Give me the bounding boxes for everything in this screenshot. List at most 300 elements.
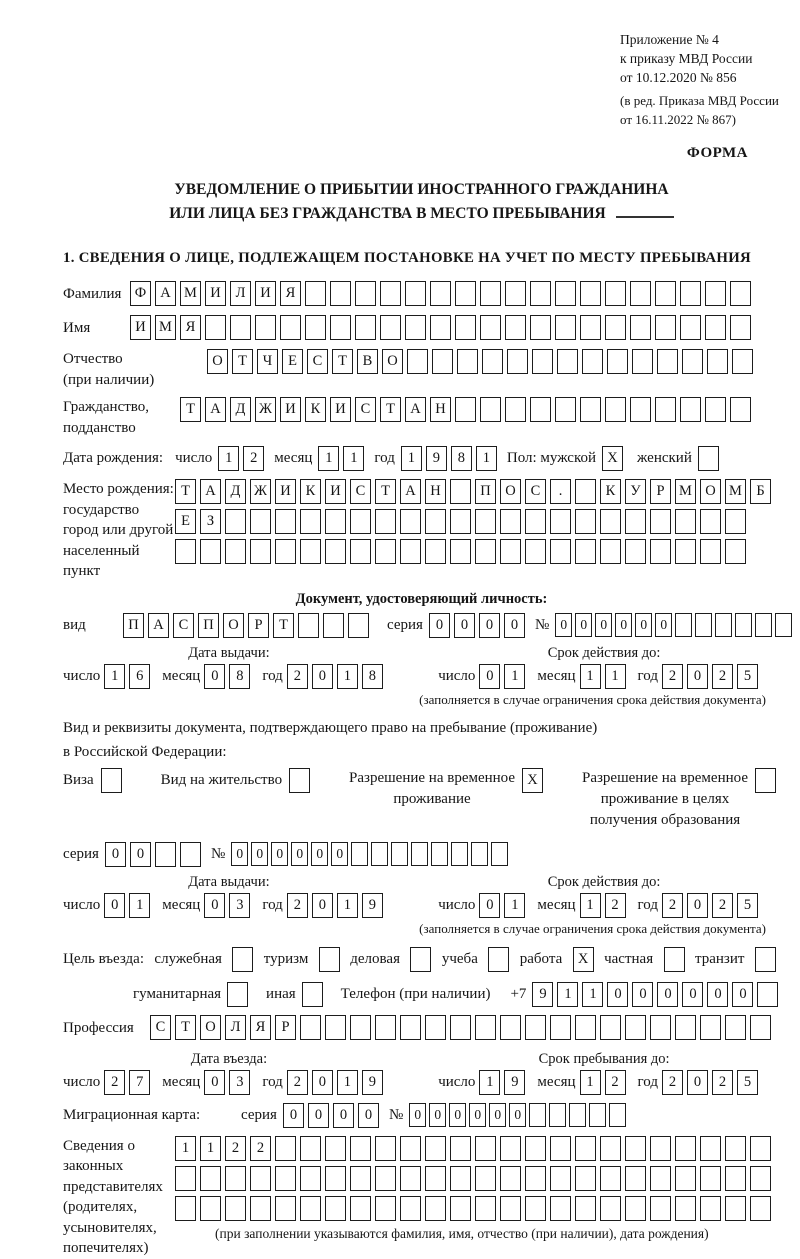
char-cell[interactable] — [455, 397, 476, 422]
char-cell[interactable] — [175, 1196, 196, 1221]
char-cell[interactable] — [305, 315, 326, 340]
char-cell[interactable] — [250, 1196, 271, 1221]
char-cell[interactable] — [298, 613, 319, 638]
char-cell[interactable]: 0 — [429, 613, 450, 638]
char-cell[interactable]: 0 — [632, 982, 653, 1007]
char-cell[interactable] — [600, 539, 621, 564]
char-cell[interactable] — [700, 1196, 721, 1221]
char-cell[interactable] — [655, 397, 676, 422]
char-cell[interactable]: М — [155, 315, 176, 340]
char-cell[interactable] — [400, 1015, 421, 1040]
char-cell[interactable] — [200, 1196, 221, 1221]
char-cell[interactable] — [730, 315, 751, 340]
char-cell[interactable] — [300, 539, 321, 564]
char-cell[interactable] — [480, 397, 501, 422]
char-cell[interactable] — [450, 1136, 471, 1161]
char-cell[interactable]: 0 — [358, 1103, 379, 1128]
char-cell[interactable]: 3 — [229, 893, 250, 918]
char-cell[interactable] — [650, 1015, 671, 1040]
char-cell[interactable]: Е — [175, 509, 196, 534]
char-cell[interactable]: Ж — [255, 397, 276, 422]
char-cell[interactable]: К — [300, 479, 321, 504]
char-cell[interactable] — [600, 509, 621, 534]
char-cell[interactable]: 0 — [607, 982, 628, 1007]
char-cell[interactable] — [500, 1015, 521, 1040]
char-cell[interactable]: А — [148, 613, 169, 638]
char-cell[interactable]: 9 — [426, 446, 447, 471]
char-cell[interactable] — [431, 842, 448, 866]
char-cell[interactable] — [351, 842, 368, 866]
char-cell[interactable] — [450, 1166, 471, 1191]
char-cell[interactable]: 0 — [311, 842, 328, 866]
char-cell[interactable]: 0 — [204, 893, 225, 918]
char-cell[interactable]: 0 — [687, 664, 708, 689]
char-cell[interactable] — [755, 613, 772, 637]
char-cell[interactable]: К — [600, 479, 621, 504]
char-cell[interactable] — [725, 539, 746, 564]
char-cell[interactable] — [525, 1015, 546, 1040]
char-cell[interactable]: И — [330, 397, 351, 422]
char-cell[interactable] — [607, 349, 628, 374]
char-cell[interactable] — [757, 982, 778, 1007]
char-cell[interactable] — [325, 1015, 346, 1040]
char-cell[interactable] — [550, 1166, 571, 1191]
char-cell[interactable]: 0 — [635, 613, 652, 637]
char-cell[interactable] — [575, 539, 596, 564]
char-cell[interactable]: Д — [225, 479, 246, 504]
char-cell[interactable] — [475, 509, 496, 534]
char-cell[interactable] — [525, 539, 546, 564]
char-cell[interactable] — [725, 1136, 746, 1161]
char-cell[interactable]: 0 — [312, 1070, 333, 1095]
char-cell[interactable]: 0 — [449, 1103, 466, 1127]
char-cell[interactable] — [480, 281, 501, 306]
char-cell[interactable]: Т — [175, 1015, 196, 1040]
char-cell[interactable]: 2 — [662, 1070, 683, 1095]
char-cell[interactable] — [532, 349, 553, 374]
char-cell[interactable] — [475, 1196, 496, 1221]
char-cell[interactable]: 2 — [712, 664, 733, 689]
char-cell[interactable]: 1 — [504, 893, 525, 918]
char-cell[interactable] — [380, 315, 401, 340]
char-cell[interactable] — [325, 1196, 346, 1221]
char-cell[interactable]: О — [223, 613, 244, 638]
char-cell[interactable]: 2 — [287, 664, 308, 689]
char-cell[interactable] — [705, 315, 726, 340]
char-cell[interactable]: 0 — [130, 842, 151, 867]
char-cell[interactable] — [650, 1196, 671, 1221]
char-cell[interactable]: З — [200, 509, 221, 534]
char-cell[interactable] — [750, 1196, 771, 1221]
char-cell[interactable]: 0 — [105, 842, 126, 867]
char-cell[interactable]: 1 — [582, 982, 603, 1007]
char-cell[interactable] — [525, 1136, 546, 1161]
char-cell[interactable]: 8 — [451, 446, 472, 471]
char-cell[interactable]: О — [200, 1015, 221, 1040]
char-cell[interactable] — [755, 768, 776, 793]
char-cell[interactable] — [580, 281, 601, 306]
char-cell[interactable] — [700, 509, 721, 534]
char-cell[interactable] — [735, 613, 752, 637]
char-cell[interactable] — [550, 539, 571, 564]
char-cell[interactable] — [405, 315, 426, 340]
char-cell[interactable] — [505, 315, 526, 340]
char-cell[interactable] — [525, 1166, 546, 1191]
char-cell[interactable]: 0 — [479, 664, 500, 689]
char-cell[interactable] — [355, 315, 376, 340]
char-cell[interactable]: 0 — [231, 842, 248, 866]
char-cell[interactable] — [529, 1103, 546, 1127]
char-cell[interactable]: 0 — [204, 664, 225, 689]
char-cell[interactable]: И — [130, 315, 151, 340]
char-cell[interactable] — [675, 1136, 696, 1161]
char-cell[interactable] — [582, 349, 603, 374]
char-cell[interactable]: 0 — [271, 842, 288, 866]
char-cell[interactable] — [550, 1136, 571, 1161]
char-cell[interactable] — [650, 509, 671, 534]
char-cell[interactable] — [600, 1015, 621, 1040]
char-cell[interactable] — [605, 315, 626, 340]
char-cell[interactable] — [505, 397, 526, 422]
char-cell[interactable] — [605, 397, 626, 422]
char-cell[interactable]: Т — [375, 479, 396, 504]
char-cell[interactable]: 2 — [250, 1136, 271, 1161]
char-cell[interactable]: И — [205, 281, 226, 306]
char-cell[interactable] — [675, 613, 692, 637]
char-cell[interactable] — [575, 1166, 596, 1191]
char-cell[interactable]: 2 — [605, 893, 626, 918]
char-cell[interactable] — [200, 1166, 221, 1191]
char-cell[interactable]: 1 — [580, 664, 601, 689]
char-cell[interactable] — [715, 613, 732, 637]
char-cell[interactable] — [500, 1196, 521, 1221]
char-cell[interactable] — [425, 509, 446, 534]
char-cell[interactable]: 0 — [469, 1103, 486, 1127]
char-cell[interactable] — [275, 1166, 296, 1191]
char-cell[interactable]: П — [123, 613, 144, 638]
char-cell[interactable]: П — [198, 613, 219, 638]
char-cell[interactable] — [555, 397, 576, 422]
char-cell[interactable]: Р — [275, 1015, 296, 1040]
char-cell[interactable] — [732, 349, 753, 374]
char-cell[interactable] — [755, 947, 776, 972]
char-cell[interactable] — [750, 1166, 771, 1191]
char-cell[interactable] — [400, 1196, 421, 1221]
char-cell[interactable] — [625, 1166, 646, 1191]
char-cell[interactable] — [425, 1015, 446, 1040]
char-cell[interactable] — [675, 1196, 696, 1221]
char-cell[interactable]: 2 — [104, 1070, 125, 1095]
char-cell[interactable] — [455, 315, 476, 340]
char-cell[interactable]: С — [350, 479, 371, 504]
char-cell[interactable]: Т — [273, 613, 294, 638]
char-cell[interactable]: М — [675, 479, 696, 504]
char-cell[interactable] — [775, 613, 792, 637]
char-cell[interactable] — [330, 315, 351, 340]
char-cell[interactable]: 1 — [129, 893, 150, 918]
char-cell[interactable] — [664, 947, 685, 972]
char-cell[interactable] — [555, 315, 576, 340]
char-cell[interactable] — [450, 1015, 471, 1040]
char-cell[interactable]: Л — [225, 1015, 246, 1040]
char-cell[interactable]: X — [522, 768, 543, 793]
char-cell[interactable] — [700, 539, 721, 564]
char-cell[interactable]: 1 — [104, 664, 125, 689]
char-cell[interactable] — [400, 1166, 421, 1191]
char-cell[interactable] — [302, 982, 323, 1007]
char-cell[interactable] — [425, 1136, 446, 1161]
char-cell[interactable]: Л — [230, 281, 251, 306]
char-cell[interactable] — [175, 1166, 196, 1191]
char-cell[interactable] — [325, 1136, 346, 1161]
char-cell[interactable]: А — [205, 397, 226, 422]
char-cell[interactable] — [550, 1196, 571, 1221]
char-cell[interactable]: Р — [650, 479, 671, 504]
char-cell[interactable]: 2 — [712, 893, 733, 918]
char-cell[interactable] — [225, 1196, 246, 1221]
char-cell[interactable]: Р — [248, 613, 269, 638]
char-cell[interactable] — [482, 349, 503, 374]
char-cell[interactable]: О — [500, 479, 521, 504]
char-cell[interactable]: 0 — [615, 613, 632, 637]
char-cell[interactable]: 1 — [476, 446, 497, 471]
char-cell[interactable] — [475, 539, 496, 564]
char-cell[interactable]: 9 — [504, 1070, 525, 1095]
char-cell[interactable] — [698, 446, 719, 471]
char-cell[interactable] — [550, 509, 571, 534]
char-cell[interactable]: 9 — [362, 1070, 383, 1095]
char-cell[interactable] — [675, 1166, 696, 1191]
char-cell[interactable] — [451, 842, 468, 866]
char-cell[interactable] — [450, 539, 471, 564]
char-cell[interactable]: А — [155, 281, 176, 306]
char-cell[interactable]: И — [280, 397, 301, 422]
char-cell[interactable] — [200, 539, 221, 564]
char-cell[interactable] — [405, 281, 426, 306]
char-cell[interactable] — [227, 982, 248, 1007]
char-cell[interactable] — [605, 281, 626, 306]
char-cell[interactable] — [580, 397, 601, 422]
char-cell[interactable]: О — [207, 349, 228, 374]
char-cell[interactable] — [557, 349, 578, 374]
char-cell[interactable] — [657, 349, 678, 374]
char-cell[interactable] — [410, 947, 431, 972]
char-cell[interactable]: X — [602, 446, 623, 471]
char-cell[interactable]: 0 — [204, 1070, 225, 1095]
char-cell[interactable] — [250, 1166, 271, 1191]
char-cell[interactable]: 1 — [175, 1136, 196, 1161]
char-cell[interactable] — [650, 1136, 671, 1161]
char-cell[interactable]: 0 — [655, 613, 672, 637]
char-cell[interactable]: 2 — [662, 893, 683, 918]
char-cell[interactable] — [325, 1166, 346, 1191]
char-cell[interactable] — [580, 315, 601, 340]
char-cell[interactable]: 0 — [479, 893, 500, 918]
char-cell[interactable] — [630, 397, 651, 422]
char-cell[interactable] — [289, 768, 310, 793]
char-cell[interactable]: А — [200, 479, 221, 504]
char-cell[interactable] — [205, 315, 226, 340]
char-cell[interactable]: 1 — [479, 1070, 500, 1095]
char-cell[interactable] — [700, 1015, 721, 1040]
char-cell[interactable] — [300, 509, 321, 534]
char-cell[interactable]: . — [550, 479, 571, 504]
char-cell[interactable] — [400, 539, 421, 564]
char-cell[interactable]: И — [255, 281, 276, 306]
char-cell[interactable]: О — [700, 479, 721, 504]
char-cell[interactable] — [450, 1196, 471, 1221]
char-cell[interactable] — [680, 397, 701, 422]
char-cell[interactable]: 1 — [218, 446, 239, 471]
char-cell[interactable] — [275, 509, 296, 534]
char-cell[interactable] — [471, 842, 488, 866]
char-cell[interactable] — [682, 349, 703, 374]
char-cell[interactable]: 2 — [712, 1070, 733, 1095]
char-cell[interactable] — [575, 1196, 596, 1221]
char-cell[interactable] — [280, 315, 301, 340]
char-cell[interactable] — [530, 397, 551, 422]
char-cell[interactable]: 0 — [454, 613, 475, 638]
char-cell[interactable] — [625, 1196, 646, 1221]
char-cell[interactable] — [675, 509, 696, 534]
char-cell[interactable]: 1 — [605, 664, 626, 689]
char-cell[interactable] — [625, 539, 646, 564]
char-cell[interactable] — [350, 1015, 371, 1040]
char-cell[interactable] — [625, 1015, 646, 1040]
char-cell[interactable] — [675, 1015, 696, 1040]
char-cell[interactable]: Т — [175, 479, 196, 504]
char-cell[interactable] — [569, 1103, 586, 1127]
char-cell[interactable] — [457, 349, 478, 374]
char-cell[interactable] — [750, 1015, 771, 1040]
char-cell[interactable] — [575, 1015, 596, 1040]
char-cell[interactable] — [525, 1196, 546, 1221]
char-cell[interactable] — [325, 539, 346, 564]
char-cell[interactable] — [550, 1015, 571, 1040]
char-cell[interactable] — [700, 1136, 721, 1161]
char-cell[interactable]: Т — [180, 397, 201, 422]
char-cell[interactable]: М — [725, 479, 746, 504]
char-cell[interactable]: 2 — [287, 893, 308, 918]
char-cell[interactable]: С — [307, 349, 328, 374]
char-cell[interactable] — [695, 613, 712, 637]
char-cell[interactable] — [500, 1166, 521, 1191]
char-cell[interactable] — [730, 397, 751, 422]
char-cell[interactable] — [600, 1136, 621, 1161]
char-cell[interactable]: 5 — [737, 1070, 758, 1095]
char-cell[interactable]: 0 — [595, 613, 612, 637]
char-cell[interactable] — [275, 1136, 296, 1161]
char-cell[interactable] — [475, 1166, 496, 1191]
char-cell[interactable] — [348, 613, 369, 638]
char-cell[interactable] — [375, 509, 396, 534]
char-cell[interactable]: 2 — [662, 664, 683, 689]
char-cell[interactable] — [549, 1103, 566, 1127]
char-cell[interactable]: 0 — [687, 1070, 708, 1095]
char-cell[interactable]: М — [180, 281, 201, 306]
char-cell[interactable]: Н — [430, 397, 451, 422]
char-cell[interactable]: Ч — [257, 349, 278, 374]
char-cell[interactable] — [655, 315, 676, 340]
char-cell[interactable] — [411, 842, 428, 866]
char-cell[interactable]: 1 — [337, 664, 358, 689]
char-cell[interactable] — [400, 1136, 421, 1161]
char-cell[interactable] — [375, 1136, 396, 1161]
char-cell[interactable] — [432, 349, 453, 374]
char-cell[interactable]: И — [325, 479, 346, 504]
char-cell[interactable] — [507, 349, 528, 374]
char-cell[interactable] — [375, 1015, 396, 1040]
char-cell[interactable] — [600, 1196, 621, 1221]
char-cell[interactable]: 3 — [229, 1070, 250, 1095]
char-cell[interactable] — [300, 1196, 321, 1221]
char-cell[interactable]: 5 — [737, 893, 758, 918]
char-cell[interactable]: С — [150, 1015, 171, 1040]
char-cell[interactable]: 2 — [225, 1136, 246, 1161]
char-cell[interactable]: 0 — [429, 1103, 446, 1127]
char-cell[interactable] — [305, 281, 326, 306]
char-cell[interactable]: 0 — [291, 842, 308, 866]
char-cell[interactable] — [705, 397, 726, 422]
char-cell[interactable]: 0 — [312, 664, 333, 689]
char-cell[interactable]: 2 — [287, 1070, 308, 1095]
char-cell[interactable]: 0 — [732, 982, 753, 1007]
char-cell[interactable] — [355, 281, 376, 306]
char-cell[interactable]: Т — [380, 397, 401, 422]
char-cell[interactable] — [630, 315, 651, 340]
char-cell[interactable]: Я — [180, 315, 201, 340]
char-cell[interactable] — [300, 1015, 321, 1040]
char-cell[interactable]: 8 — [229, 664, 250, 689]
char-cell[interactable]: 1 — [337, 1070, 358, 1095]
char-cell[interactable] — [155, 842, 176, 867]
char-cell[interactable] — [725, 1166, 746, 1191]
char-cell[interactable] — [655, 281, 676, 306]
char-cell[interactable] — [625, 1136, 646, 1161]
char-cell[interactable] — [705, 281, 726, 306]
char-cell[interactable] — [630, 281, 651, 306]
char-cell[interactable] — [680, 315, 701, 340]
char-cell[interactable]: 2 — [605, 1070, 626, 1095]
char-cell[interactable] — [350, 1196, 371, 1221]
char-cell[interactable] — [391, 842, 408, 866]
char-cell[interactable]: 0 — [409, 1103, 426, 1127]
char-cell[interactable] — [500, 509, 521, 534]
char-cell[interactable]: Я — [250, 1015, 271, 1040]
char-cell[interactable]: 7 — [129, 1070, 150, 1095]
char-cell[interactable] — [450, 509, 471, 534]
char-cell[interactable] — [650, 1166, 671, 1191]
char-cell[interactable]: 0 — [509, 1103, 526, 1127]
char-cell[interactable] — [700, 1166, 721, 1191]
char-cell[interactable] — [375, 1196, 396, 1221]
char-cell[interactable] — [530, 315, 551, 340]
char-cell[interactable] — [505, 281, 526, 306]
char-cell[interactable]: 1 — [343, 446, 364, 471]
char-cell[interactable]: Я — [280, 281, 301, 306]
char-cell[interactable]: 0 — [333, 1103, 354, 1128]
char-cell[interactable]: Б — [750, 479, 771, 504]
char-cell[interactable] — [323, 613, 344, 638]
char-cell[interactable] — [600, 1166, 621, 1191]
char-cell[interactable]: 1 — [318, 446, 339, 471]
char-cell[interactable] — [480, 315, 501, 340]
char-cell[interactable] — [589, 1103, 606, 1127]
char-cell[interactable]: 0 — [331, 842, 348, 866]
char-cell[interactable] — [680, 281, 701, 306]
char-cell[interactable]: 0 — [104, 893, 125, 918]
char-cell[interactable] — [350, 509, 371, 534]
